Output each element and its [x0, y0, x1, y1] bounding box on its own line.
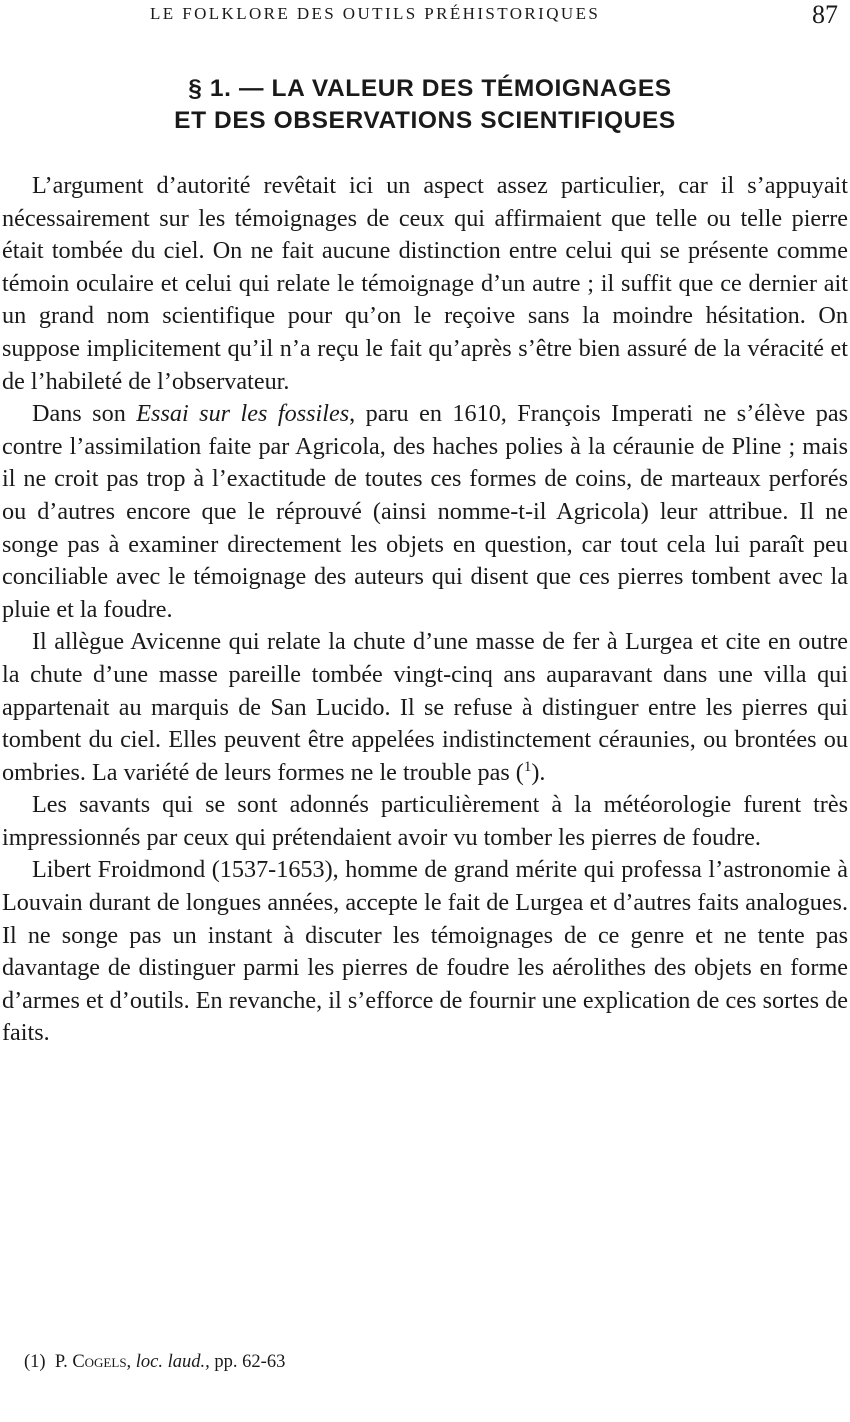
- paragraph-2: [2, 398, 848, 626]
- page-number: 87: [812, 0, 838, 29]
- section-title-line-2: ET DES OBSERVATIONS SCIENTIFIQUES: [174, 107, 676, 134]
- paragraph-3-tail: ).: [531, 758, 546, 786]
- footnote: [24, 1352, 285, 1373]
- paragraph-4: Les savants qui se sont adonnés particulièrement à la météorologie furent très impressionnés par ceux qui prétendaient avoir vu tomber les pierres de foudre.: [2, 791, 848, 851]
- footnote-marker: (1): [24, 1352, 46, 1372]
- paragraph-3: [2, 626, 848, 789]
- section-heading: [0, 73, 850, 137]
- paragraph-5: Libert Froidmond (1537-1653), homme de grand mérite qui professa l’astronomie à Louvain durant de longues années, accepte le fait de Lurgea et d’autres faits analogues. Il ne songe pas un instant à discuter les témoignages de ce genre et ne tente pas davantage de distinguer parmi les pierres de foudre les aérolithes des objets en forme d’armes et d’outils. En revanche, il s’efforce de fournir une explication de ces sortes de faits.: [2, 856, 848, 1047]
- section-heading-line-1: [0, 73, 850, 105]
- paragraph-2-text: , paru en 1610, François Imperati ne s’élève pas contre l’assimilation faite par Agricola, des haches polies à la céraunie de Pline ; mais il ne croit pas trop à l’exactitude de toutes ces formes de coins, de marteaux perforés ou d’autres encore que le réprouvé (ainsi nomme-t-il Agricola) leur attribue. Il ne songe pas à examiner directement les objets en question, car tout cela lui paraît peu conciliable avec le témoignage des auteurs qui disent que ces pierres tombent avec la pluie et la foudre.: [2, 400, 848, 623]
- footnote-work: loc. laud.,: [135, 1352, 210, 1372]
- footnote-author: P. Cogels,: [54, 1352, 132, 1372]
- section-number: § 1.: [188, 75, 232, 102]
- footnote-reference[interactable]: 1: [523, 758, 532, 775]
- paragraph-3-text: Il allègue Avicenne qui relate la chute d’une masse de fer à Lurgea et cite en outre la chute d’une masse pareille tombée vingt-cinq ans auparavant dans une villa qui appartenait au marquis de San Lucido. Il se refuse à distinguer entre les pierres qui tombent du ciel. Elles peuvent être appelées indistinctement céraunies, ou brontées ou ombries. La variété de leurs formes ne le trouble pas (: [2, 628, 848, 786]
- running-title: LE FOLKLORE DES OUTILS PRÉHISTORIQUES: [150, 4, 601, 23]
- paragraph-1: L’argument d’autorité revêtait ici un aspect assez particulier, car il s’appuyait nécessairement sur les témoignages de ceux qui affirmaient que telle ou telle pierre était tombée du ciel. On ne fait aucune distinction entre celui qui se présente comme témoin oculaire et celui qui relate le témoignage d’un autre ; il suffit que ce dernier ait un grand nom scientifique pour qu’on le reçoive sans la moindre hésitation. On suppose implicitement qu’il n’a reçu le fait qu’après s’être bien assuré de la véracité et de l’habileté de l’observateur.: [2, 172, 848, 395]
- book-title: Essai sur les fossiles: [136, 400, 350, 428]
- section-title-line-1: LA VALEUR DES TÉMOIGNAGES: [271, 75, 672, 102]
- paragraph-2-lead: Dans son: [32, 400, 137, 428]
- running-head: [0, 2, 850, 32]
- footnote-pages: pp. 62-63: [214, 1352, 286, 1372]
- section-dash: —: [238, 75, 265, 102]
- body-text: [2, 170, 848, 1050]
